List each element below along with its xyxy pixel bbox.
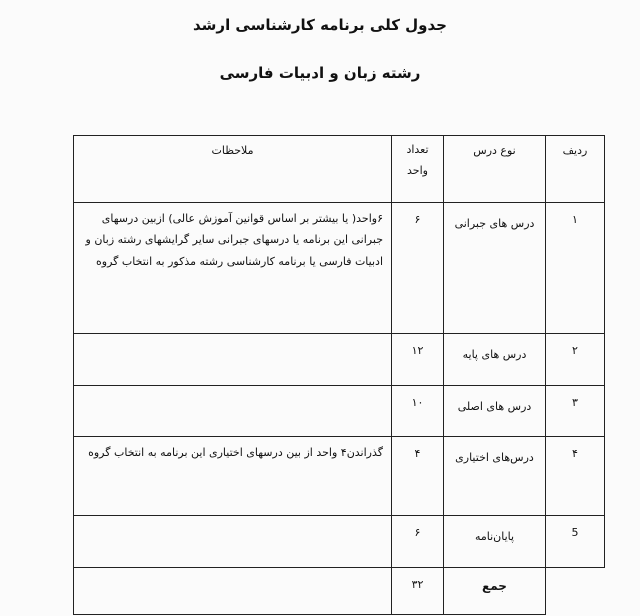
- header-units-line1: تعداد: [406, 143, 429, 156]
- row-notes: [74, 386, 392, 437]
- row-notes: ۶واحد( یا بیشتر بر اساس قوانین آموزش عالی) ازبین درسهای جبرانی این برنامه یا درسهای جبرانی سایر گرایشهای رشته زبان و ادبیات فارسی یا برنامه کارشناسی رشته مذکور به انتخاب گروه: [74, 203, 392, 334]
- row-units: ۶: [392, 516, 444, 568]
- row-index: ۳: [546, 386, 605, 437]
- row-course-type: پایان‌نامه: [444, 516, 546, 568]
- row-notes: [74, 334, 392, 386]
- row-units: ۶: [392, 203, 444, 334]
- table-row: [74, 386, 605, 437]
- header-units: [392, 136, 444, 203]
- row-index: ۴: [546, 437, 605, 516]
- table-row: [74, 437, 605, 516]
- row-units: ۴: [392, 437, 444, 516]
- page-title: جدول کلی برنامه کارشناسی ارشد: [193, 16, 447, 34]
- row-course-type: درس‌های اختیاری: [444, 437, 546, 516]
- total-notes: [74, 568, 392, 615]
- header-notes: ملاحظات: [74, 136, 392, 203]
- table-row: [74, 203, 605, 334]
- row-course-type: درس های جبرانی: [444, 203, 546, 334]
- row-index: ۱: [546, 203, 605, 334]
- table-row: [74, 334, 605, 386]
- row-units: ۱۲: [392, 334, 444, 386]
- header-index: ردیف: [546, 136, 605, 203]
- total-units: ۳۲: [392, 568, 444, 615]
- table-total-row: [74, 568, 605, 615]
- header-course-type: نوع درس: [444, 136, 546, 203]
- row-units: ۱۰: [392, 386, 444, 437]
- total-blank-cell: [546, 568, 605, 615]
- row-course-type: درس های اصلی: [444, 386, 546, 437]
- curriculum-table: [73, 135, 605, 615]
- row-notes: گذراندن۴ واحد از بین درسهای اختیاری این برنامه به انتخاب گروه: [74, 437, 392, 516]
- row-index: ۲: [546, 334, 605, 386]
- row-course-type: درس های پایه: [444, 334, 546, 386]
- row-notes: [74, 516, 392, 568]
- table-row: [74, 516, 605, 568]
- row-index: 5: [546, 516, 605, 568]
- total-label: جمع: [444, 568, 546, 615]
- header-units-line2: واحد: [407, 163, 428, 177]
- page-subtitle: رشته زبان و ادبیات فارسی: [219, 64, 421, 82]
- table-header-row: [74, 136, 605, 203]
